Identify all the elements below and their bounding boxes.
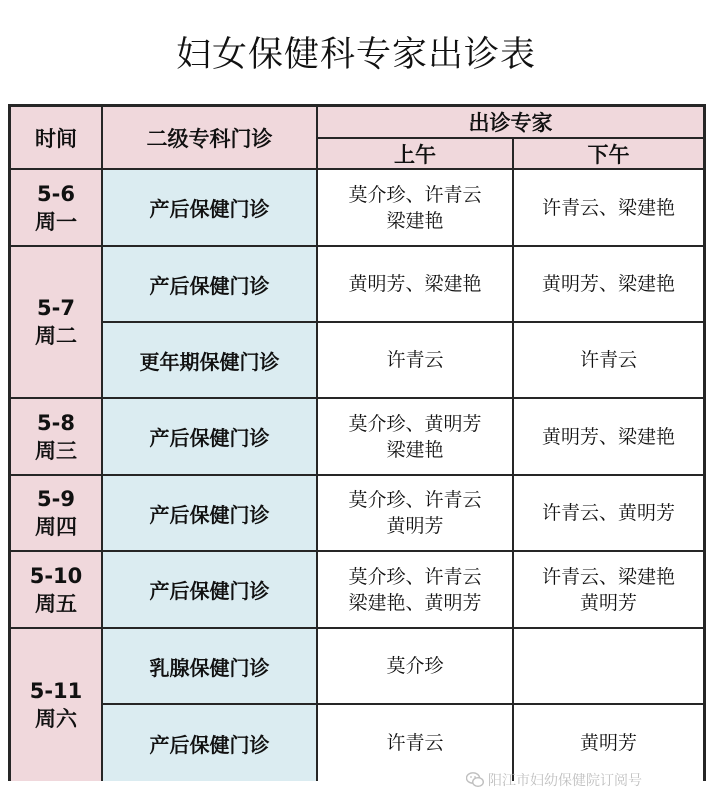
expert-line: 梁建艳 — [386, 209, 444, 232]
expert-line: 许青云 — [579, 349, 637, 371]
am-experts-cell — [318, 552, 514, 629]
pm-experts-cell — [514, 476, 703, 552]
weekday-label: 周一 — [35, 209, 77, 234]
date-label: 5-9 — [37, 487, 75, 511]
expert-line: 许青云、黄明芳 — [541, 502, 675, 524]
expert-line: 许青云 — [386, 349, 444, 371]
date-label: 5-10 — [29, 563, 83, 588]
expert-line: 黄明芳、梁建艳 — [541, 273, 675, 295]
pm-experts-cell — [514, 629, 703, 705]
date-label: 5-8 — [37, 410, 75, 435]
pm-experts-cell — [514, 323, 703, 399]
am-experts-cell — [318, 629, 514, 705]
clinic-cell: 产后保健门诊 — [103, 399, 318, 476]
header-experts: 出诊专家 — [318, 107, 703, 139]
pm-experts-cell — [514, 170, 703, 247]
expert-line: 莫介珍、许青云 — [348, 489, 482, 511]
clinic-cell: 产后保健门诊 — [103, 247, 318, 323]
date-cell — [11, 552, 103, 629]
am-experts-cell — [318, 247, 514, 323]
weekday-label: 周四 — [35, 515, 77, 539]
date-label: 5-7 — [37, 296, 75, 320]
clinic-cell: 乳腺保健门诊 — [103, 629, 318, 705]
wechat-icon — [466, 772, 484, 788]
header-clinic: 二级专科门诊 — [103, 107, 318, 170]
weekday-label: 周三 — [35, 438, 77, 463]
am-experts-cell — [318, 399, 514, 476]
pm-experts-cell — [514, 552, 703, 629]
expert-line: 黄明芳、梁建艳 — [541, 425, 675, 448]
page-title: 妇女保健科专家出诊表 — [175, 35, 536, 75]
header-time: 时间 — [11, 107, 103, 170]
am-experts-cell — [318, 170, 514, 247]
clinic-cell: 产后保健门诊 — [103, 170, 318, 247]
pm-experts-cell — [514, 247, 703, 323]
expert-line: 莫介珍、许青云 — [348, 565, 482, 588]
watermark — [466, 768, 712, 792]
date-label: 5-11 — [29, 679, 83, 703]
expert-line: 莫介珍、黄明芳 — [348, 412, 482, 435]
am-experts-cell — [318, 476, 514, 552]
expert-line: 黄明芳 — [386, 515, 444, 537]
weekday-label: 周五 — [35, 591, 77, 616]
clinic-cell: 产后保健门诊 — [103, 552, 318, 629]
date-cell — [11, 399, 103, 476]
header-pm: 下午 — [514, 139, 703, 170]
clinic-cell: 产后保健门诊 — [103, 476, 318, 552]
date-cell — [11, 170, 103, 247]
expert-line: 梁建艳 — [386, 438, 444, 461]
date-label: 5-6 — [37, 181, 75, 206]
clinic-cell: 更年期保健门诊 — [103, 323, 318, 399]
schedule-table — [8, 104, 706, 781]
am-experts-cell — [318, 323, 514, 399]
header-am: 上午 — [318, 139, 514, 170]
expert-line: 许青云、梁建艳 — [541, 565, 675, 588]
expert-line: 莫介珍、许青云 — [348, 183, 482, 206]
date-cell — [11, 629, 103, 781]
expert-line: 许青云 — [386, 732, 444, 754]
expert-line: 黄明芳、梁建艳 — [348, 273, 482, 295]
date-cell — [11, 476, 103, 552]
weekday-label: 周六 — [35, 707, 77, 731]
clinic-cell: 产后保健门诊 — [103, 705, 318, 781]
watermark-text: 阳江市妇幼保健院订阅号 — [488, 773, 642, 789]
expert-line: 黄明芳 — [579, 591, 637, 614]
pm-experts-cell — [514, 399, 703, 476]
expert-line: 莫介珍 — [386, 655, 444, 677]
expert-line: 许青云、梁建艳 — [541, 196, 675, 219]
date-cell — [11, 247, 103, 399]
expert-line: 梁建艳、黄明芳 — [348, 591, 482, 614]
expert-line: 黄明芳 — [579, 732, 637, 754]
weekday-label: 周二 — [35, 324, 77, 348]
